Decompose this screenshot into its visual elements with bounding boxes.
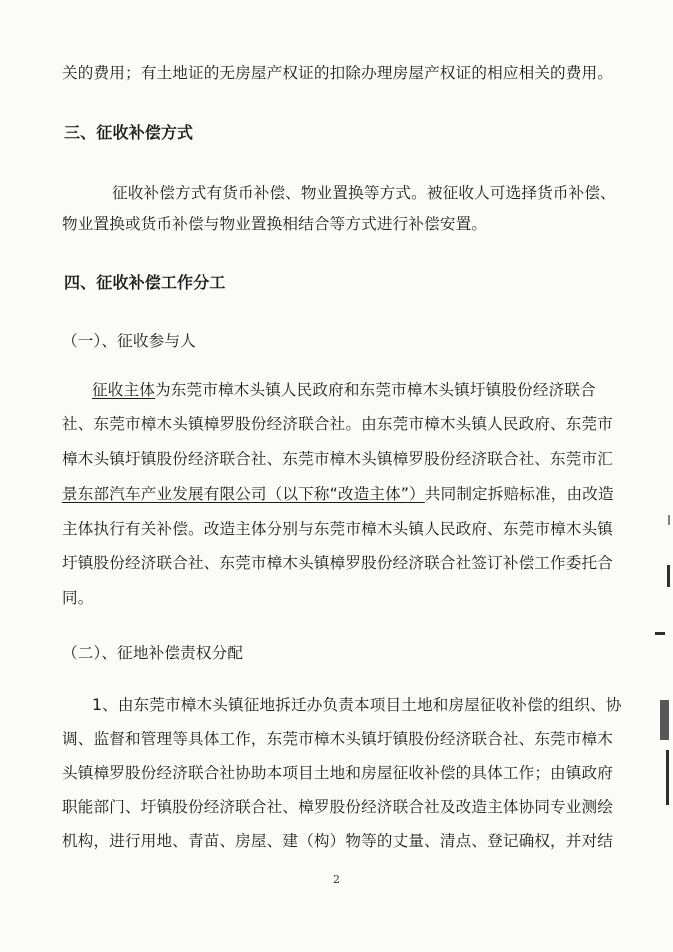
scan-mark — [667, 565, 670, 587]
page-number: 2 — [333, 873, 340, 886]
scan-mark — [666, 750, 669, 805]
sub1-line-3: 樟木头镇圩镇股份经济联合社、东莞市樟木头镇樟罗股份经济联合社、东莞市汇 — [62, 450, 614, 468]
sub1-line-4 — [62, 484, 622, 504]
scan-mark — [655, 632, 665, 635]
section3-heading: 三、征收补偿方式 — [64, 123, 194, 142]
sub2-line-5: 机构，进行用地、青苗、房屋、建（构）物等的丈量、清点、登记确权，并对结 — [62, 832, 614, 850]
sub1-heading: （一）、征收参与人 — [62, 332, 196, 350]
sub2-heading: （二）、征地补偿责权分配 — [62, 644, 244, 662]
scan-mark — [668, 515, 670, 525]
underlined-term: 征收主体 — [92, 381, 155, 399]
sub1-line-6: 圩镇股份经济联合社、东莞市樟木头镇樟罗股份经济联合社签订补偿工作委托合 — [62, 554, 614, 572]
scan-mark — [660, 700, 669, 740]
sub2-line-3: 头镇樟罗股份经济联合社协助本项目土地和房屋征收补偿的具体工作；由镇政府 — [62, 764, 614, 782]
sub1-line-1 — [92, 380, 652, 400]
sub1-line-5: 主体执行有关补偿。改造主体分别与东莞市樟木头镇人民政府、东莞市樟木头镇 — [62, 520, 614, 538]
underlined-company: 景东部汽车产业发展有限公司（以下称“改造主体”） — [62, 485, 425, 503]
sub1-line-1-rest: 为东莞市樟木头镇人民政府和东莞市樟木头镇圩镇股份经济联合 — [154, 381, 596, 399]
sub1-line-4-rest: 共同制定拆赔标准，由改造 — [424, 485, 614, 503]
sub2-line-2: 调、监督和管理等具体工作，东莞市樟木头镇圩镇股份经济联合社、东莞市樟木 — [62, 730, 614, 748]
section3-line-1: 征收补偿方式有货币补偿、物业置换等方式。被征收人可选择货币补偿、 — [112, 184, 616, 202]
sub2-line-4: 职能部门、圩镇股份经济联合社、樟罗股份经济联合社及改造主体协同专业测绘 — [62, 798, 614, 816]
sub1-line-7: 同。 — [62, 589, 94, 607]
section4-heading: 四、征收补偿工作分工 — [64, 273, 226, 292]
section3-line-2: 物业置换或货币补偿与物业置换相结合等方式进行补偿安置。 — [62, 215, 488, 233]
sub1-line-2: 社、东莞市樟木头镇樟罗股份经济联合社。由东莞市樟木头镇人民政府、东莞市 — [62, 415, 614, 433]
intro-line: 关的费用；有土地证的无房屋产权证的扣除办理房屋产权证的相应相关的费用。 — [62, 64, 614, 82]
sub2-line-1: 1、由东莞市樟木头镇征地拆迁办负责本项目土地和房屋征收补偿的组织、协 — [92, 696, 622, 714]
